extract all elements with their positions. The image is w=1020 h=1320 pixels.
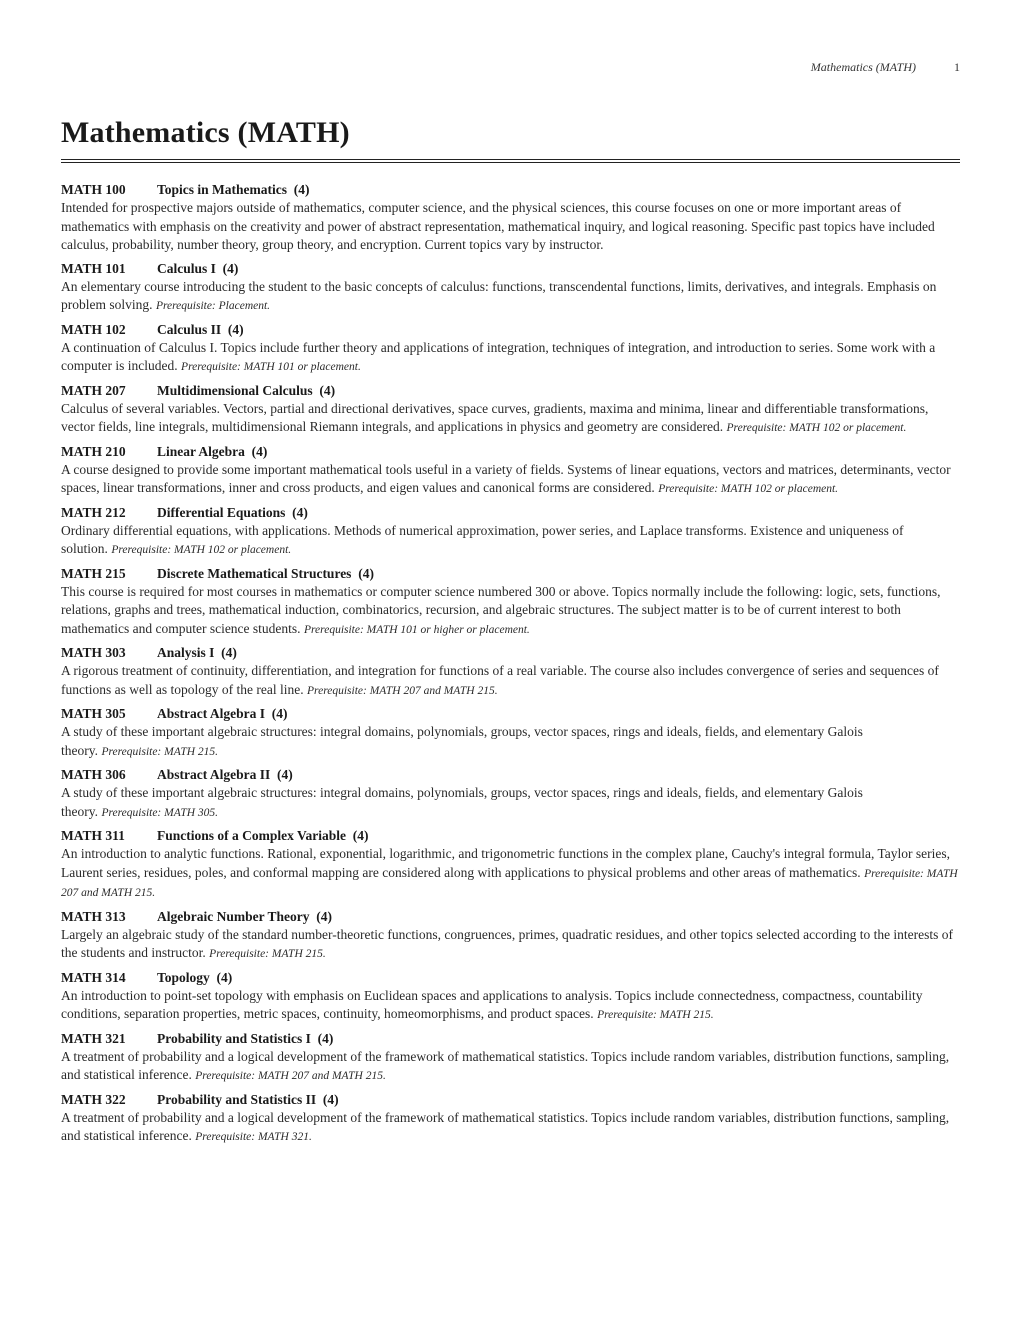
course-heading: [61, 643, 960, 662]
course-description: [61, 662, 960, 700]
page-title: Mathematics (MATH): [61, 116, 350, 149]
course-prerequisite: Prerequisite: MATH 215.: [209, 948, 326, 960]
course-credits: (4): [292, 504, 308, 520]
course-prerequisite: Prerequisite: MATH 102 or placement.: [726, 422, 907, 434]
course-description-text: Calculus of several variables. Vectors, partial and directional derivatives, space curves, gradients, maxima and minima, linear and differentiable transformations, vector fields, line integrals, multidimensional Riemann integrals, and applications in physics and geometry are considered.: [61, 400, 929, 434]
course-code: MATH 210: [61, 443, 126, 459]
course-heading: [61, 1029, 960, 1048]
course-heading: [61, 259, 960, 278]
course-entry: [61, 381, 960, 438]
course-description-text: A course designed to provide some important mathematical tools useful in a variety of fields. Systems of linear equations, vectors and matrices, determinants, vector spaces, linear transformations, inner and cross products, and eigen values and canonical forms are considered.: [61, 461, 951, 495]
course-credits: (4): [221, 645, 237, 660]
course-prerequisite: Prerequisite: MATH 102 or placement.: [111, 544, 292, 556]
course-list: [61, 180, 960, 1151]
course-code: MATH 306: [61, 767, 126, 782]
course-credits: (4): [216, 969, 233, 985]
course-prerequisite: Prerequisite: MATH 207 and MATH 215.: [307, 684, 498, 697]
course-credits: (4): [317, 1030, 334, 1046]
course-code: MATH 215: [61, 565, 126, 581]
course-description-text: This course is required for most courses in mathematics or computer science numbered 300 or above. Topics normally include the following: logic, sets, functions, relations, graphs and trees, mathematical induction, combinatorics, recursion, and algebraic structures. The subject matter is to be of current interest to both mathematics and computer science students.: [61, 583, 941, 636]
course-description: [61, 522, 960, 560]
course-entry: [61, 643, 960, 700]
course-prerequisite: Prerequisite: MATH 305.: [101, 806, 219, 819]
course-heading: [61, 503, 960, 522]
course-prerequisite: Prerequisite: MATH 207 and MATH 215.: [61, 867, 958, 899]
course-code: MATH 305: [61, 706, 126, 721]
course-entry: [61, 1029, 960, 1086]
course-heading: [61, 907, 960, 926]
course-credits: (4): [271, 706, 288, 721]
course-name: Abstract Algebra I: [157, 706, 265, 721]
course-entry: [61, 320, 960, 377]
running-header: [811, 60, 960, 75]
course-description: [61, 1109, 960, 1147]
course-credits: (4): [222, 260, 239, 276]
course-description: [61, 461, 960, 499]
course-description: [61, 845, 960, 903]
course-heading: [61, 180, 960, 199]
course-entry: [61, 968, 960, 1025]
course-description: [61, 199, 960, 255]
course-heading: [61, 442, 960, 461]
course-name: Probability and Statistics I: [157, 1030, 311, 1046]
course-credits: (4): [358, 565, 374, 581]
course-name: Discrete Mathematical Structures: [157, 565, 352, 581]
course-prerequisite: Prerequisite: MATH 215.: [101, 745, 219, 758]
course-description: [61, 723, 960, 761]
course-credits: (4): [319, 382, 336, 398]
course-prerequisite: Prerequisite: MATH 321.: [195, 1131, 312, 1143]
course-entry: [61, 564, 960, 640]
course-description: [61, 784, 960, 822]
course-description-text: Largely an algebraic study of the standard number-theoretic functions, congruences, primes, quadratic residues, and other topics selected according to the interests of the students and instructor.: [61, 926, 954, 960]
course-name: Differential Equations: [157, 504, 286, 520]
course-heading: [61, 826, 960, 845]
course-code: MATH 100: [61, 182, 126, 197]
course-description-text: A continuation of Calculus I. Topics include further theory and applications of integration, techniques of integration, and introduction to series. Some work with a computer is included.: [61, 339, 936, 373]
course-code: MATH 311: [61, 828, 125, 843]
title-double-rule: [61, 159, 960, 163]
course-entry: [61, 180, 960, 255]
course-description-text: Ordinary differential equations, with applications. Methods of numerical approximation, power series, and Laplace transforms. Existence and uniqueness of solution.: [61, 522, 904, 556]
course-name: Analysis I: [157, 645, 215, 660]
course-credits: (4): [322, 1091, 339, 1107]
course-credits: (4): [277, 767, 293, 782]
course-entry: [61, 259, 960, 316]
course-description-text: An introduction to point-set topology with emphasis on Euclidean spaces and applications to analysis. Topics include connectedness, compactness, countability conditions, separation properties, metric spaces, continuity, homeomorphisms, and product spaces.: [61, 987, 923, 1021]
running-title: Mathematics (MATH): [810, 60, 916, 74]
course-description: [61, 987, 960, 1025]
course-credits: (4): [251, 443, 268, 459]
course-name: Topics in Mathematics: [157, 182, 288, 197]
course-description: [61, 339, 960, 377]
course-description-text: Intended for prospective majors outside of mathematics, computer science, and the physical sciences, this course focuses on one or more important areas of mathematics with emphasis on the creativity and power of abstract representation, mathematical inquiry, and logical reasoning. Specific past topics have included calculus, probability, number theory, group theory, and encryption. Current topics vary by instructor.: [61, 200, 935, 252]
course-description-text: An introduction to analytic functions. Rational, exponential, logarithmic, and trigonometric functions in the complex plane, Cauchy's integral formula, Taylor series, Laurent series, residues, poles, and conformal mapping are considered along with applications to physical problems and other areas of mathematics.: [61, 846, 951, 880]
course-description: [61, 1048, 960, 1086]
course-heading: [61, 320, 960, 339]
course-heading: [61, 1090, 960, 1109]
course-code: MATH 303: [61, 645, 126, 660]
course-heading: [61, 968, 960, 987]
course-code: MATH 322: [61, 1091, 126, 1107]
course-heading: [61, 564, 960, 583]
course-name: Multidimensional Calculus: [157, 382, 313, 398]
course-prerequisite: Prerequisite: Placement.: [155, 300, 271, 312]
course-name: Functions of a Complex Variable: [157, 828, 347, 843]
course-entry: [61, 442, 960, 499]
course-description: [61, 926, 960, 964]
course-code: MATH 321: [61, 1030, 126, 1046]
course-code: MATH 101: [61, 260, 126, 276]
course-entry: [61, 1090, 960, 1147]
course-code: MATH 207: [61, 382, 126, 398]
course-description-text: A treatment of probability and a logical development of the framework of mathematical statistics. Topics include random variables, distribution functions, sampling, and statistical inference.: [61, 1109, 950, 1143]
course-code: MATH 314: [61, 969, 126, 985]
course-code: MATH 212: [61, 504, 126, 520]
course-prerequisite: Prerequisite: MATH 207 and MATH 215.: [195, 1070, 386, 1082]
course-credits: (4): [227, 321, 244, 337]
course-entry: [61, 765, 960, 822]
course-name: Topology: [157, 969, 210, 985]
course-prerequisite: Prerequisite: MATH 101 or higher or placement.: [303, 623, 530, 636]
course-name: Calculus II: [157, 321, 222, 337]
page-number: 1: [954, 60, 960, 74]
course-name: Linear Algebra: [157, 443, 245, 459]
course-name: Probability and Statistics II: [157, 1091, 317, 1107]
course-name: Algebraic Number Theory: [157, 908, 310, 924]
course-entry: [61, 704, 960, 761]
course-description-text: An elementary course introducing the student to the basic concepts of calculus: functions, transcendental functions, limits, derivatives, and integrals. Emphasis on problem solving.: [61, 278, 937, 312]
course-description: [61, 583, 960, 640]
course-heading: [61, 381, 960, 400]
course-prerequisite: Prerequisite: MATH 102 or placement.: [658, 483, 839, 495]
course-name: Abstract Algebra II: [157, 767, 271, 782]
course-prerequisite: Prerequisite: MATH 101 or placement.: [181, 361, 361, 373]
course-name: Calculus I: [157, 260, 216, 276]
course-code: MATH 313: [61, 908, 126, 924]
course-heading: [61, 765, 960, 784]
course-description: [61, 278, 960, 316]
course-description-text: A study of these important algebraic structures: integral domains, polynomials, groups, vector spaces, rings and ideals, fields, and elementary Galois theory.: [61, 724, 863, 758]
course-prerequisite: Prerequisite: MATH 215.: [597, 1009, 714, 1021]
course-credits: (4): [316, 908, 332, 924]
course-entry: [61, 907, 960, 964]
course-credits: (4): [352, 828, 369, 843]
course-code: MATH 102: [61, 321, 126, 337]
course-entry: [61, 826, 960, 903]
course-heading: [61, 704, 960, 723]
course-credits: (4): [293, 182, 310, 197]
course-entry: [61, 503, 960, 560]
course-description-text: A rigorous treatment of continuity, differentiation, and integration for functions of a real variable. The course also includes convergence of series and sequences of functions as well as topology of the real line.: [61, 663, 939, 697]
course-description: [61, 400, 960, 438]
course-description-text: A study of these important algebraic structures: integral domains, polynomials, groups, vector spaces, rings and ideals, fields, and elementary Galois theory.: [61, 785, 863, 819]
course-description-text: A treatment of probability and a logical development of the framework of mathematical statistics. Topics include random variables, distribution functions, sampling, and statistical inference.: [61, 1048, 950, 1082]
